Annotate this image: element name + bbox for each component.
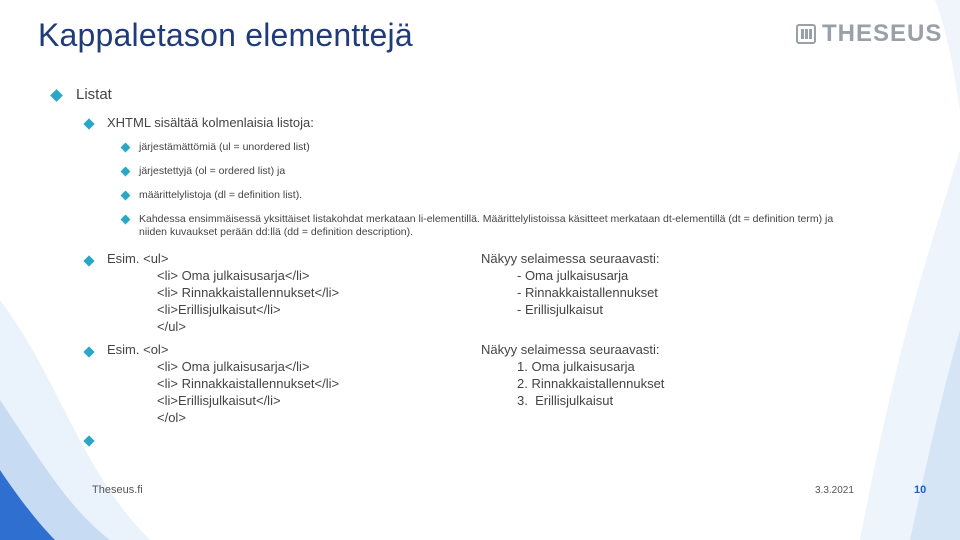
example-ol-line: <li>Erillisjulkaisut</li> [157,393,281,408]
slide-title: Kappaletason elementtejä [38,17,413,53]
theseus-logo [796,20,942,48]
example-ul-line: </ul> [157,319,186,334]
list-item-ol: järjestettyjä (ol = ordered list) ja [139,165,286,177]
footer-date: 3.3.2021 [815,485,854,496]
example-ul-line: <li>Erillisjulkaisut</li> [157,302,281,317]
example-ul-line: <li> Rinnakkaistallennukset</li> [157,285,340,300]
example-ul-result-item: - Rinnakkaistallennukset [517,285,658,300]
page-number: 10 [914,484,927,496]
level2-intro: XHTML sisältää kolmenlaisia listoja: [107,115,314,130]
example-ol-line: <li> Oma julkaisusarja</li> [157,359,310,374]
example-ol-result-item: 2. Rinnakkaistallennukset [517,376,665,391]
example-ul-line: <li> Oma julkaisusarja</li> [157,268,310,283]
example-ul-result-heading: Näkyy selaimessa seuraavasti: [481,251,660,266]
list-item-description: Kahdessa ensimmäisessä yksittäiset listakohdat merkataan li-elementillä. Määrittelylistoissa käsitteet merkataan dt-elementillä (dt = definition term) ja niiden kuvaukset perään dd:llä (dd = definition description). [139,213,834,238]
example-ol-result-item: 3. Erillisjulkaisut [517,393,614,408]
example-ol-result-heading: Näkyy selaimessa seuraavasti: [481,342,660,357]
example-ol-result-item: 1. Oma julkaisusarja [517,359,635,374]
footer-site: Theseus.fi [92,484,143,496]
example-ol-line: Esim. <ol> [107,342,169,357]
logo-text: THESEUS [822,20,943,47]
level1-heading: Listat [76,86,112,103]
example-ul-result-item: - Oma julkaisusarja [517,268,629,283]
list-item-dl: määrittelylistoja (dl = definition list). [139,189,303,201]
example-ol-line: </ol> [157,410,186,425]
example-ol-line: <li> Rinnakkaistallennukset</li> [157,376,340,391]
list-item-ul: järjestämättömiä (ul = unordered list) [139,141,310,153]
theseus-logo-icon [796,24,816,44]
example-ul-line: Esim. <ul> [107,251,169,266]
example-ul-result-item: - Erillisjulkaisut [517,302,603,317]
